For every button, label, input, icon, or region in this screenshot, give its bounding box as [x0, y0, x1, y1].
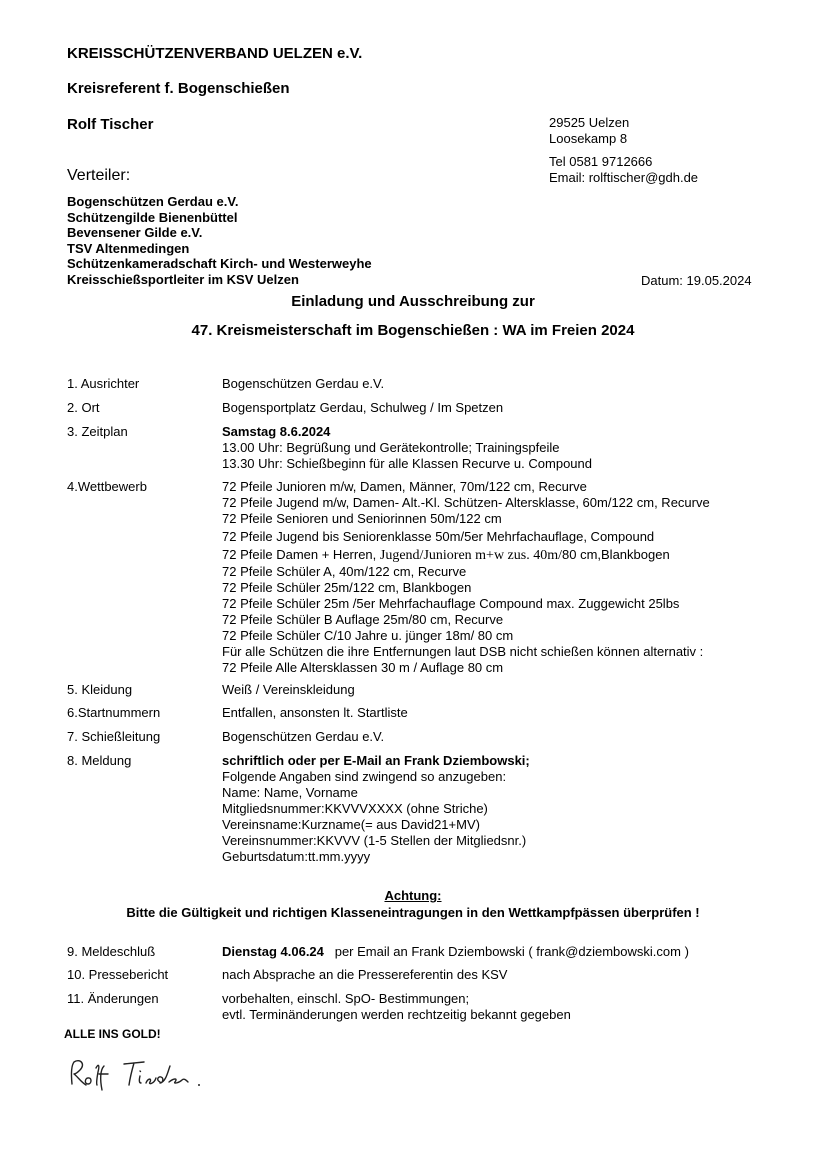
verteiler-item: TSV Altenmedingen	[67, 240, 190, 256]
label-kleidung: 5. Kleidung	[67, 682, 133, 697]
value-meldeschluss	[222, 944, 689, 960]
achtung-title: Achtung:	[384, 888, 442, 903]
wettbewerb-line: 72 Pfeile Schüler 25m/122 cm, Blankbogen	[222, 580, 472, 595]
org-name: KREISSCHÜTZENVERBAND UELZEN e.V.	[67, 45, 363, 62]
wettbewerb-line: 72 Pfeile Schüler B Auflage 25m/80 cm, Recurve	[222, 612, 504, 627]
zeitplan-line: 13.00 Uhr: Begrüßung und Gerätekontrolle; Trainingspfeile	[222, 440, 560, 455]
value-wettbewerb	[222, 479, 710, 676]
label-meldeschluss: 9. Meldeschluß	[67, 944, 156, 959]
label-startnummern: 6.Startnummern	[67, 705, 161, 720]
meldung-line: Folgende Angaben sind zwingend so anzugeben:	[222, 769, 507, 784]
zeitplan-day: Samstag 8.6.2024	[222, 424, 331, 439]
aenderungen-line: vorbehalten, einschl. SpO- Bestimmungen;	[222, 991, 470, 1006]
meldung-line: Mitgliedsnummer:KKVVVXXXX (ohne Striche)	[222, 801, 488, 816]
wettbewerb-line: 72 Pfeile Jugend bis Seniorenklasse 50m/5er Mehrfachauflage, Compound	[222, 529, 655, 544]
label-pressebericht: 10. Pressebericht	[67, 967, 169, 982]
email: Email: rolftischer@gdh.de	[549, 170, 699, 185]
wettbewerb-line: 72 Pfeile Schüler A, 40m/122 cm, Recurve	[222, 564, 467, 579]
wettbewerb-line: 72 Pfeile Alle Altersklassen 30 m / Auflage 80 cm	[222, 660, 504, 675]
closing-text: ALLE INS GOLD!	[64, 1027, 161, 1041]
verteiler-item: Schützengilde Bienenbüttel	[67, 209, 238, 225]
wettbewerb-line: 72 Pfeile Senioren und Seniorinnen 50m/122 cm	[222, 511, 502, 526]
value-aenderungen	[222, 991, 571, 1023]
aenderungen-line: evtl. Terminänderungen werden rechtzeitig bekannt gegeben	[222, 1007, 571, 1022]
address-zip-city: 29525 Uelzen	[549, 115, 630, 130]
value-meldung	[222, 753, 530, 865]
date: Datum: 19.05.2024	[641, 273, 752, 288]
meldeschluss-date: Dienstag 4.06.24	[222, 944, 324, 959]
wettbewerb-line-mixed	[222, 547, 710, 564]
signature-image	[66, 1056, 206, 1092]
label-zeitplan: 3. Zeitplan	[67, 424, 128, 439]
phone: Tel 0581 9712666	[549, 154, 653, 169]
wettbewerb-line: 72 Pfeile Schüler C/10 Jahre u. jünger 18m/ 80 cm	[222, 628, 514, 643]
label-wettbewerb: 4.Wettbewerb	[67, 479, 147, 494]
verteiler-title: Verteiler:	[67, 167, 131, 184]
value-startnummern: Entfallen, ansonsten lt. Startliste	[222, 705, 408, 720]
meldung-line: Geburtsdatum:tt.mm.yyyy	[222, 849, 371, 864]
label-ort: 2. Ort	[67, 400, 100, 415]
verteiler-item: Bogenschützen Gerdau e.V.	[67, 194, 239, 209]
value-ort: Bogensportplatz Gerdau, Schulweg / Im Spetzen	[222, 400, 504, 415]
address-street: Loosekamp 8	[549, 131, 628, 146]
meldung-line: Vereinsname:Kurzname(= aus David21+MV)	[222, 817, 480, 832]
role-title: Kreisreferent f. Bogenschießen	[67, 80, 290, 97]
achtung-text: Bitte die Gültigkeit und richtigen Klasseneintragungen in den Wettkampfpässen überprüfen !	[126, 905, 700, 920]
label-aenderungen: 11. Änderungen	[67, 991, 159, 1006]
value-ausrichter: Bogenschützen Gerdau e.V.	[222, 376, 385, 391]
document-title-line2: 47. Kreismeisterschaft im Bogenschießen : WA im Freien 2024	[191, 322, 635, 339]
meldung-line: Vereinsnummer:KKVVV (1-5 Stellen der Mitgliedsnr.)	[222, 833, 527, 848]
value-schiessleitung: Bogenschützen Gerdau e.V.	[222, 729, 385, 744]
wettbewerb-line-part: Jugend/Junioren m+w zus. 40m/	[379, 548, 562, 563]
wettbewerb-line: 72 Pfeile Schüler 25m /5er Mehrfachauflage Compound max. Zuggewicht 25lbs	[222, 596, 680, 611]
label-ausrichter: 1. Ausrichter	[67, 376, 140, 391]
value-pressebericht: nach Absprache an die Pressereferentin des KSV	[222, 967, 508, 982]
label-schiessleitung: 7. Schießleitung	[67, 729, 161, 744]
value-kleidung: Weiß / Vereinskleidung	[222, 682, 355, 697]
label-meldung: 8. Meldung	[67, 753, 132, 768]
value-zeitplan	[222, 424, 592, 472]
document-title-line1: Einladung und Ausschreibung zur	[291, 293, 535, 310]
verteiler-list	[67, 194, 372, 288]
wettbewerb-line: 72 Pfeile Jugend m/w, Damen- Alt.-Kl. Schützen- Altersklasse, 60m/122 cm, Recurve	[222, 495, 710, 510]
meldeschluss-text: per Email an Frank Dziembowski ( frank@dziembowski.com )	[323, 944, 689, 959]
wettbewerb-line: Für alle Schützen die ihre Entfernungen laut DSB nicht schießen können alternativ :	[222, 644, 704, 659]
zeitplan-line: 13.30 Uhr: Schießbeginn für alle Klassen Recurve u. Compound	[222, 456, 592, 471]
verteiler-item: Bevensener Gilde e.V.	[67, 225, 203, 241]
wettbewerb-line-part: 80 cm,Blankbogen	[562, 547, 670, 562]
meldung-bold-line: schriftlich oder per E-Mail an Frank Dziembowski;	[222, 753, 530, 768]
wettbewerb-line-part: 72 Pfeile Damen + Herren,	[222, 547, 380, 562]
sender-name: Rolf Tischer	[67, 116, 154, 133]
meldung-line: Name: Name, Vorname	[222, 785, 358, 800]
wettbewerb-line: 72 Pfeile Junioren m/w, Damen, Männer, 70m/122 cm, Recurve	[222, 479, 587, 494]
verteiler-item: Kreisschießsportleiter im KSV Uelzen	[67, 271, 299, 287]
verteiler-item: Schützenkameradschaft Kirch- und Westerweyhe	[67, 256, 372, 272]
